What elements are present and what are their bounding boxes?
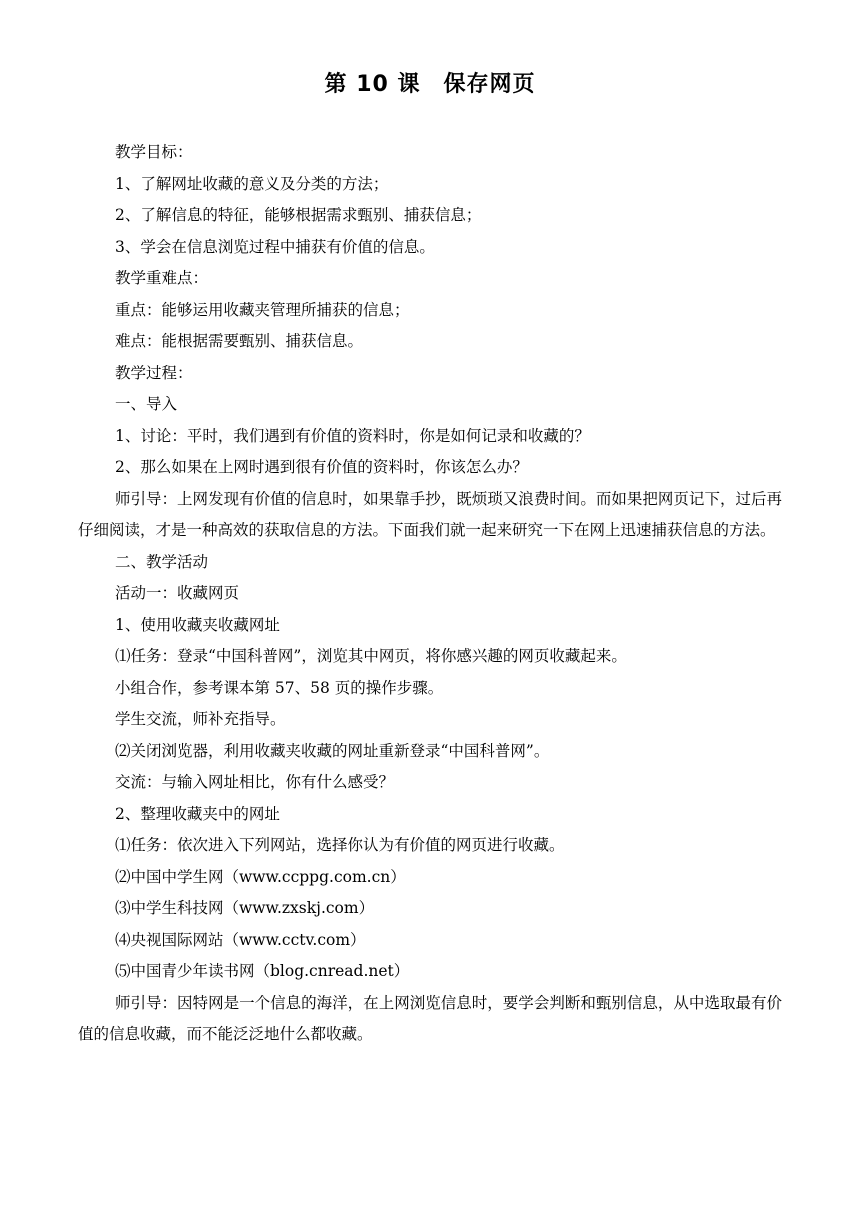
text-line: ⑵关闭浏览器，利用收藏夹收藏的网址重新登录“中国科普网”。: [115, 741, 550, 760]
text-line: 教学重难点：: [115, 269, 209, 287]
page-title: 第 10 课 保存网页: [324, 72, 536, 97]
text-line: ⑴任务：依次进入下列网站，选择你认为有价值的网页进行收藏。: [115, 836, 565, 854]
text-line: 教学目标：: [115, 143, 193, 161]
text-line: 一、导入: [115, 395, 178, 413]
text-line: 3、学会在信息浏览过程中捕获有价值的信息。: [115, 237, 435, 256]
paragraph-teacher-guide-1: 师引导：上网发现有价值的信息时，如果靠手抄，既烦琐又浪费时间。而如果把网页记下，过后再仔细阅读，才是一种高效的获取信息的方法。下面我们就一起来研究一下在网上迅速捕获信息的方法。: [78, 489, 782, 539]
text-line: ⑶中学生科技网（www.zxskj.com）: [115, 899, 375, 917]
text-line: 小组合作，参考课本第 57、58 页的操作步骤。: [115, 678, 444, 697]
text-line: 教学过程：: [115, 363, 193, 382]
text-line: 1、使用收藏夹收藏网址: [115, 615, 280, 634]
text-line: 2、那么如果在上网时遇到很有价值的资料时，你该怎么办？: [115, 458, 528, 476]
text-line: 活动一：收藏网页: [115, 584, 240, 602]
text-line: 2、了解信息的特征，能够根据需求甄别、捕获信息；: [115, 206, 482, 224]
text-line: 重点：能够运用收藏夹管理所捕获的信息；: [115, 300, 410, 319]
text-line: 难点：能根据需要甄别、捕获信息。: [115, 332, 364, 350]
text-line: 交流：与输入网址相比，你有什么感受？: [115, 773, 395, 791]
text-line: 2、整理收藏夹中的网址: [115, 804, 280, 823]
paragraph-teacher-guide-2: 师引导：因特网是一个信息的海洋，在上网浏览信息时，要学会判断和甄别信息，从中选取最有价值的信息收藏，而不能泛泛地什么都收藏。: [78, 993, 782, 1043]
text-line: 1、讨论：平时，我们遇到有价值的资料时，你是如何记录和收藏的？: [115, 426, 590, 445]
text-line: 学生交流，师补充指导。: [115, 710, 286, 728]
text-line: ⑷央视国际网站（www.cctv.com）: [115, 930, 366, 949]
text-line: ⑸中国青少年读书网（blog.cnread.net）: [115, 962, 410, 980]
text-line: ⑵中国中学生网（www.ccppg.com.cn）: [115, 867, 406, 886]
text-line: 二、教学活动: [115, 552, 209, 571]
text-line: ⑴任务：登录“中国科普网”，浏览其中网页，将你感兴趣的网页收藏起来。: [115, 647, 627, 665]
text-line: 1、了解网址收藏的意义及分类的方法；: [115, 174, 389, 193]
document-body: [78, 137, 782, 1051]
